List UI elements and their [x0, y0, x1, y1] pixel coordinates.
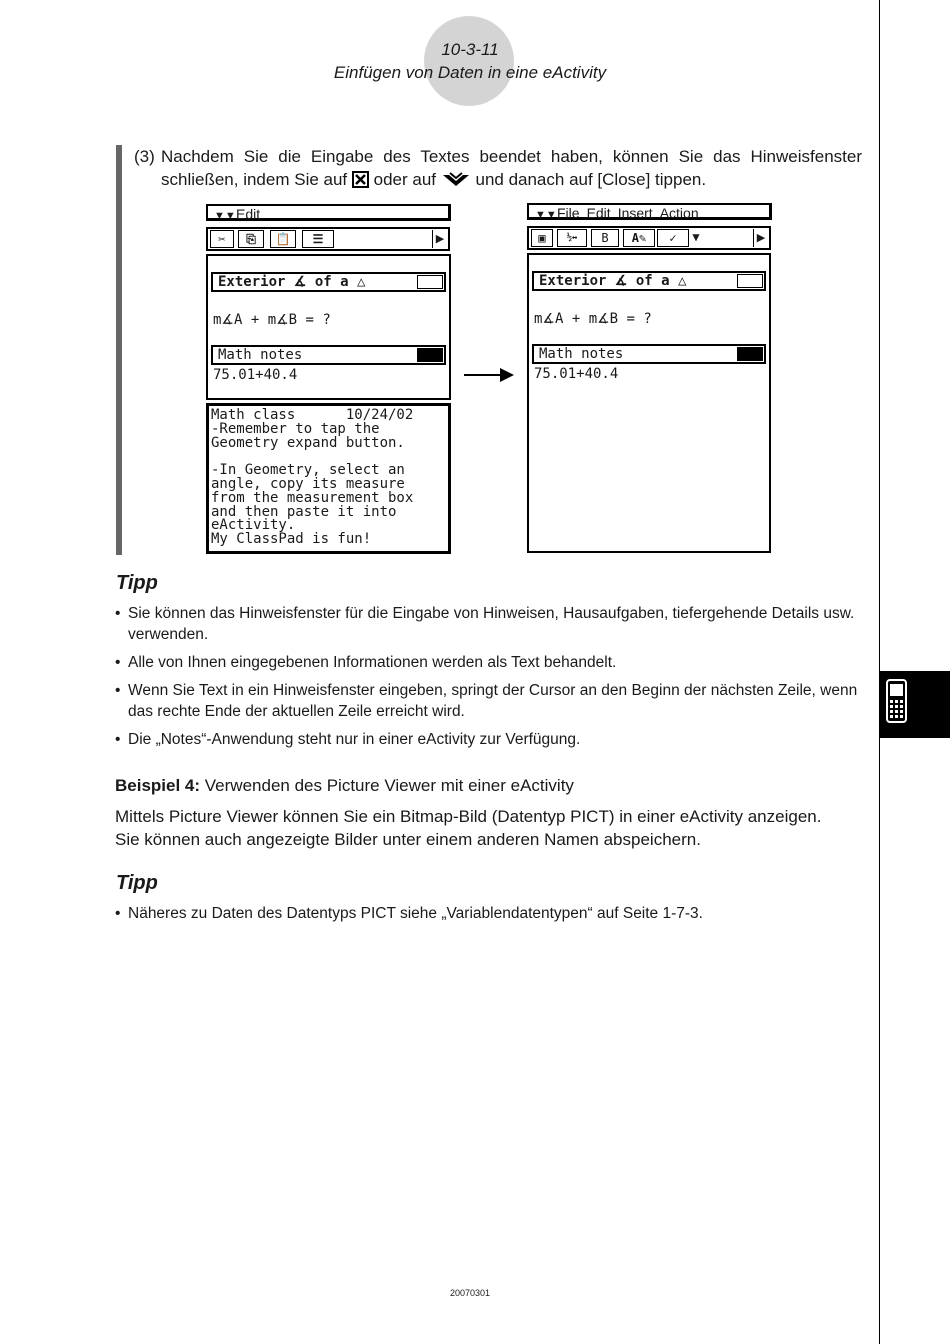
- notes-expand-icon[interactable]: [737, 347, 763, 361]
- tipp-heading-2: Tipp: [116, 872, 158, 894]
- notes-window[interactable]: Math class 10/24/02 -Remember to tap the Geometry expand button. -In Geometry, select an angle, copy its measure from the measurement box and then paste it into eActivity. My ClassPad is fun!: [206, 403, 451, 554]
- menu-chevron-icon: [441, 171, 471, 194]
- left-eactivity-screen: [206, 254, 451, 400]
- equation-line: m∡A + m∡B = ?: [213, 312, 331, 328]
- step-text-c: und danach auf [Close] tippen.: [475, 170, 707, 189]
- left-toolbar: [206, 227, 450, 251]
- scroll-right-icon[interactable]: ▶: [432, 230, 447, 248]
- example-paragraph: Mittels Picture Viewer können Sie ein Bitmap-Bild (Datentyp PICT) in einer eActivity anzeigen. Sie können auch angezeigte Bilder unter einem anderen Namen abspeichern.: [115, 807, 822, 849]
- example-label: Beispiel 4:: [115, 776, 201, 795]
- list-item: • Alle von Ihnen eingegebenen Informationen werden als Text behandelt.: [115, 652, 863, 673]
- menu-chevron-icon[interactable]: ▼▼: [535, 209, 557, 221]
- equation-line: m∡A + m∡B = ?: [534, 311, 652, 327]
- notes-strip[interactable]: [532, 344, 766, 364]
- geometry-expand-icon[interactable]: [737, 274, 763, 288]
- page-number: 10-3-11: [441, 40, 499, 59]
- example-title: Verwenden des Picture Viewer mit einer eActivity: [204, 776, 574, 795]
- step-3: [134, 145, 862, 194]
- chapter-tab: [880, 671, 950, 738]
- page-title: Einfügen von Daten in eine eActivity: [333, 63, 607, 82]
- list-icon[interactable]: ☰: [302, 230, 334, 248]
- notes-expand-icon[interactable]: [417, 348, 443, 362]
- geometry-strip[interactable]: [532, 271, 766, 291]
- cut-icon[interactable]: ✂: [210, 230, 234, 248]
- notes-strip-title: Math notes: [218, 347, 303, 363]
- list-item: • Näheres zu Daten des Datentyps PICT siehe „Variablendatentypen“ auf Seite 1-7-3.: [115, 903, 863, 924]
- footer-code: 20070301: [449, 1288, 491, 1298]
- tipp-heading-1: Tipp: [116, 572, 158, 594]
- header-circle: [424, 16, 514, 106]
- left-menubar: [206, 204, 451, 221]
- menu-chevron-icon[interactable]: ▼▼: [214, 210, 236, 222]
- list-item: • Die „Notes“-Anwendung steht nur in einer eActivity zur Verfügung.: [115, 729, 863, 750]
- arrow-right-icon: [464, 366, 516, 384]
- notes-strip[interactable]: [211, 345, 446, 365]
- copy-icon[interactable]: ⎘: [238, 230, 264, 248]
- calc-line: 75.01+40.4: [213, 367, 298, 383]
- right-menubar: [527, 203, 772, 220]
- menu-file[interactable]: File: [557, 205, 580, 221]
- calculator-icon: [880, 671, 950, 738]
- tipp-list-1: [115, 603, 863, 757]
- menu-edit[interactable]: Edit: [586, 205, 611, 221]
- notes-strip-title: Math notes: [539, 346, 624, 362]
- geometry-strip-title: Exterior ∡ of a △: [218, 274, 366, 290]
- convert-icon[interactable]: ½↔: [557, 229, 587, 247]
- step-text-b: oder auf: [373, 170, 437, 189]
- step-sidebar-bar: [116, 145, 122, 555]
- menu-edit[interactable]: Edit: [236, 206, 261, 222]
- dropdown-icon[interactable]: ▼: [692, 230, 700, 244]
- check-icon[interactable]: ✓: [657, 229, 689, 247]
- menu-action[interactable]: Action: [659, 205, 699, 221]
- paste-icon[interactable]: 📋: [270, 230, 296, 248]
- geometry-expand-icon[interactable]: [417, 275, 443, 289]
- geometry-strip-title: Exterior ∡ of a △: [539, 273, 687, 289]
- bold-button[interactable]: B: [591, 229, 619, 247]
- geometry-strip[interactable]: [211, 272, 446, 292]
- scroll-right-icon[interactable]: ▶: [753, 229, 768, 247]
- right-eactivity-screen: [527, 253, 771, 553]
- step-text-a: Nachdem Sie die Eingabe des Textes beendet haben, können Sie das Hinweisfenster schließen, indem Sie auf: [161, 147, 862, 189]
- menu-insert[interactable]: Insert: [617, 205, 653, 221]
- example-heading: [115, 776, 574, 796]
- tipp-list-2: [115, 903, 863, 931]
- list-item: • Wenn Sie Text in ein Hinweisfenster eingeben, springt der Cursor an den Beginn der nächsten Zeile, wenn das rechte Ende der aktuellen Zeile erreicht wird.: [115, 680, 863, 722]
- calc-line: 75.01+40.4: [534, 366, 619, 382]
- text-style-icon[interactable]: A✎: [623, 229, 655, 247]
- step-number: (3): [134, 147, 155, 166]
- list-item: • Sie können das Hinweisfenster für die Eingabe von Hinweisen, Hausaufgaben, tiefergehende Details usw. verwenden.: [115, 603, 863, 645]
- save-icon[interactable]: ▣: [531, 229, 553, 247]
- close-box-icon: [352, 171, 369, 194]
- right-toolbar: [527, 226, 771, 250]
